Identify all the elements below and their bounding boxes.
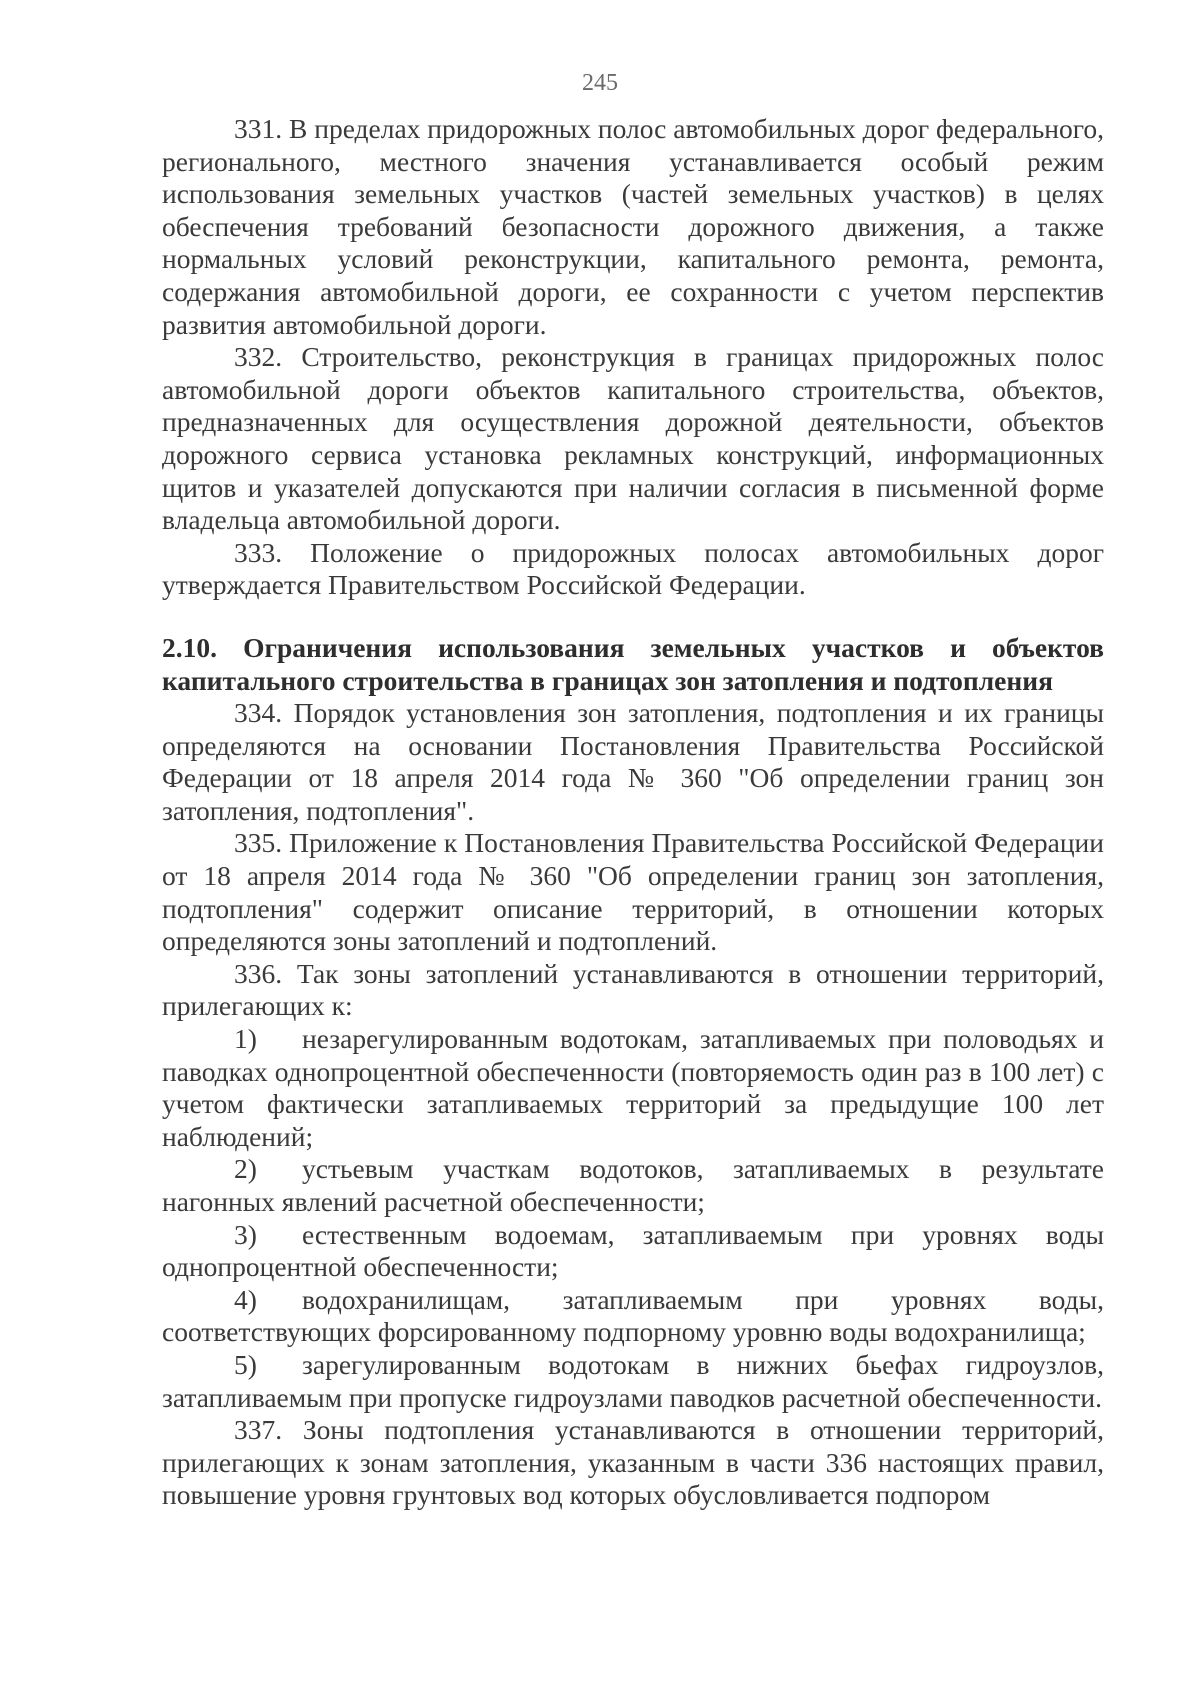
paragraph-334: 334. Порядок установления зон затопления, подтопления и их границы определяются на основании Постановления Правительства Российской Федерации от 18 апреля 2014 года № 360 "Об определении границ зон затопления, подтопления". (162, 697, 1104, 826)
list-item-number: 3) (234, 1218, 257, 1250)
list-item-number: 5) (234, 1348, 257, 1380)
list-item-3 (162, 1219, 1104, 1284)
paragraph-337: 337. Зоны подтопления устанавливаются в отношении территорий, прилегающих к зонам затопления, указанным в части 336 настоящих правил, повышение уровня грунтовых вод которых обусловливается подпором (162, 1414, 1104, 1511)
list-item-text: незарегулированным водотокам, затапливаемых при половодьях и паводках однопроцентной обеспеченности (повторяемость один раз в 100 лет) с учетом фактически затапливаемых территорий за предыдущие 100 лет наблюдений; (162, 1023, 1104, 1152)
list-item-5 (162, 1349, 1104, 1414)
document-body (162, 113, 1104, 1512)
list-item-number: 2) (234, 1153, 257, 1185)
paragraph-332: 332. Строительство, реконструкция в границах придорожных полос автомобильной дороги объектов капитального строительства, объектов, предназначенных для осуществления дорожной деятельности, объектов дорожного сервиса установка рекламных конструкций, информационных щитов и указателей допускаются при наличии согласия в письменной форме владельца автомобильной дороги. (162, 341, 1104, 536)
list-item-text: устьевым участкам водотоков, затапливаемых в результате нагонных явлений расчетной обеспеченности; (162, 1153, 1104, 1217)
list-item-number: 1) (234, 1023, 257, 1055)
paragraph-333: 333. Положение о придорожных полосах автомобильных дорог утверждается Правительством Российской Федерации. (162, 536, 1104, 601)
section-heading: 2.10. Ограничения использования земельных участков и объектов капитального строительства в границах зон затопления и подтопления (162, 631, 1104, 696)
paragraph-331: 331. В пределах придорожных полос автомобильных дорог федерального, регионального, местного значения устанавливается особый режим использования земельных участков (частей земельных участков) в целях обеспечения требований безопасности дорожного движения, а также нормальных условий реконструкции, капитального ремонта, ремонта, содержания автомобильной дороги, ее сохранности с учетом перспектив развития автомобильной дороги. (162, 113, 1104, 340)
list-item-2 (162, 1153, 1104, 1218)
list-item-1 (162, 1023, 1104, 1153)
page-number: 245 (582, 70, 618, 96)
list-item-text: естественным водоемам, затапливаемым при уровнях воды однопроцентной обеспеченности; (162, 1218, 1104, 1283)
list-item-4 (162, 1284, 1104, 1349)
paragraph-335: 335. Приложение к Постановления Правительства Российской Федерации от 18 апреля 2014 года № 360 "Об определении границ зон затопления, подтопления" содержит описание территорий, в отношении которых определяются зоны затоплений и подтоплений. (162, 827, 1104, 957)
list-item-text: водохранилищам, затапливаемым при уровнях воды, соответствующих форсированному подпорному уровню воды водохранилища; (162, 1283, 1104, 1348)
list-item-text: зарегулированным водотокам в нижних бьефах гидроузлов, затапливаемым при пропуске гидроузлами паводков расчетной обеспеченности. (162, 1348, 1104, 1413)
paragraph-336: 336. Так зоны затоплений устанавливаются в отношении территорий, прилегающих к: (162, 957, 1104, 1022)
list-item-number: 4) (234, 1283, 257, 1315)
